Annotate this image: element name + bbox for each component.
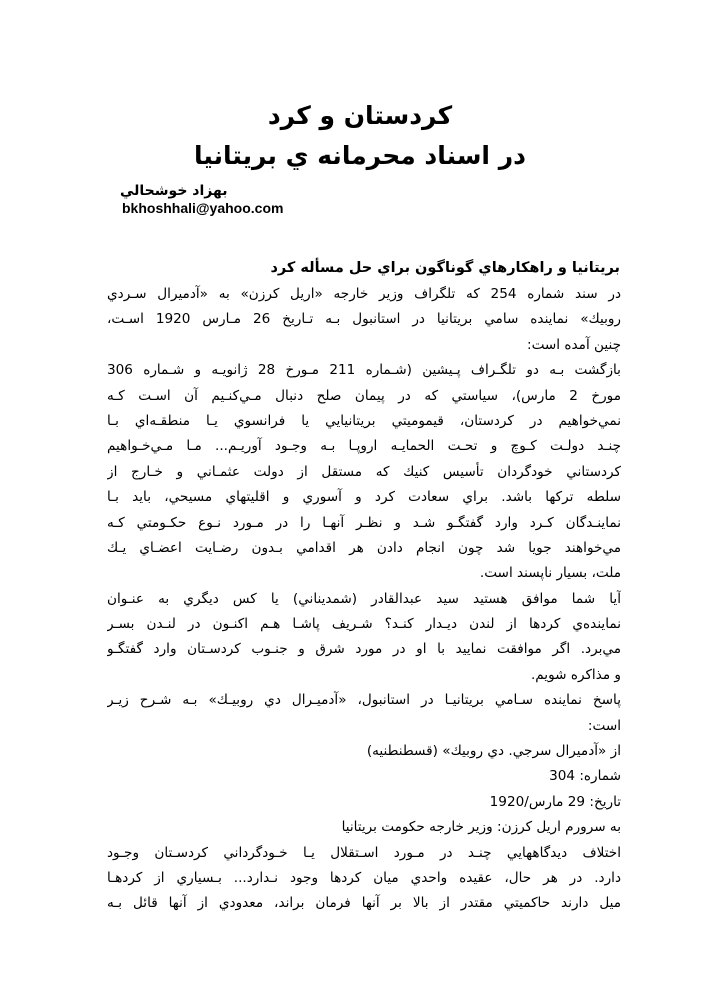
body-line: در سند شماره 254 كه تلگراف وزير خارجه «اريل كرزن» به «آدميرال سـردي [107,286,621,302]
body-line: ملت، بسيار ناپسند است. [479,565,621,582]
document-title-line-2: در اسناد محرمانه ي بريتانيا [194,141,526,170]
body-line: مي‌خواهند جويا شد چون انجام دادن هر اقدامي بـدون رضـايت اعضـاي يـك [107,539,621,556]
body-line: اختلاف ديدگاههايي چنـد در مـورد اسـتقلال يـا خـودگرداني كردسـتان وجـود [107,844,621,861]
document-title-line-1: كردستان و كرد [267,101,453,130]
body-line: به سرورم اريل كرزن: وزير خارجه حكومت بريتانيا [341,819,621,836]
body-line: و مذاكره شويم. [530,666,621,683]
author-email: bkhoshhali@yahoo.com [122,200,284,216]
body-line: دارد. در هر حال، عقيده واحدي ميان كردها وجود نـدارد... بـسياري از كردهـا [107,869,621,886]
body-line: بازگشت بـه دو تلگـراف پـيشين (شـماره 211 مـورخ 28 ژانويـه و شـماره 306 [107,362,621,379]
body-line: نماينده‌ي كردها از لندن ديـدار كنـد؟ شـريف پاشـا هـم اكنـون در لنـدن بسـر [107,616,621,633]
body-line: روبيك» نماينده سامي بريتانيا در استانبول بـه تـاريخ 26 مـارس 1920 اسـت، [107,311,621,328]
body-line: تاريخ: 29 مارس/1920 [489,793,621,810]
body-line: آيا شما موافق هستيد سيد عبدالقادر (شمدیناني) يا كس ديگري به عنـوان [107,590,621,607]
body-line: چنين آمده است: [526,336,621,353]
body-line: سلطه تركها باشد. براي سعادت كرد و آسوري و اقليتهاي مسيحي، بايد بـا [107,489,621,506]
author-name: بهزاد خوشحالي [120,183,228,199]
body-line: مي‌برد. اگر موافقت نماييد با او در مورد شرق و جنـوب كردسـتان وارد گفتگـو [107,641,621,658]
body-line: شماره: 304 [549,768,621,785]
body-line: مورخ 2 مارس)، سياستي كه در پيمان صلح دنبال مـي‌كنـيم آن اسـت كـه [107,387,621,404]
body-line: از «آدميرال سرجي. دي روبيك» (قسطنطنيه) [366,743,621,760]
body-line: ميل دارند حاكميتي مقتدر از بالا بر آنها فرمان براند، معدودي از آنها قائل بـه [107,895,621,912]
body-line: پاسخ نماينده سـامي بريتانيـا در استانبول، «آدميـرال دي روبيـك» بـه شـرح زيـر [107,692,621,709]
body-line: چنـد دولـت كـوچ و تحـت الحمايـه اروپـا بـه وجـود آوريـم... مـا مـي‌خـواهيم [107,438,621,455]
section-heading: بريتانيا و راهكارهاي گوناگون براي حل مسأله كرد [270,260,620,276]
body-line: نماينـدگان كـرد وارد گفتگـو شـد و نظـر آنهـا را در مـورد نـوع حكـومتي كـه [107,514,621,531]
body-line: نمي‌خواهيم در كردستان، قيموميتي بريتانيايي يا فرانسوي يـا منطقـه‌اي بـا [107,412,621,429]
body-line: است: [587,717,621,734]
body-line: كردستاني خودگردان تأسيس كنيك كه مستقل از دولت عثمـاني و خـارج از [107,463,621,480]
body-text [107,282,621,917]
